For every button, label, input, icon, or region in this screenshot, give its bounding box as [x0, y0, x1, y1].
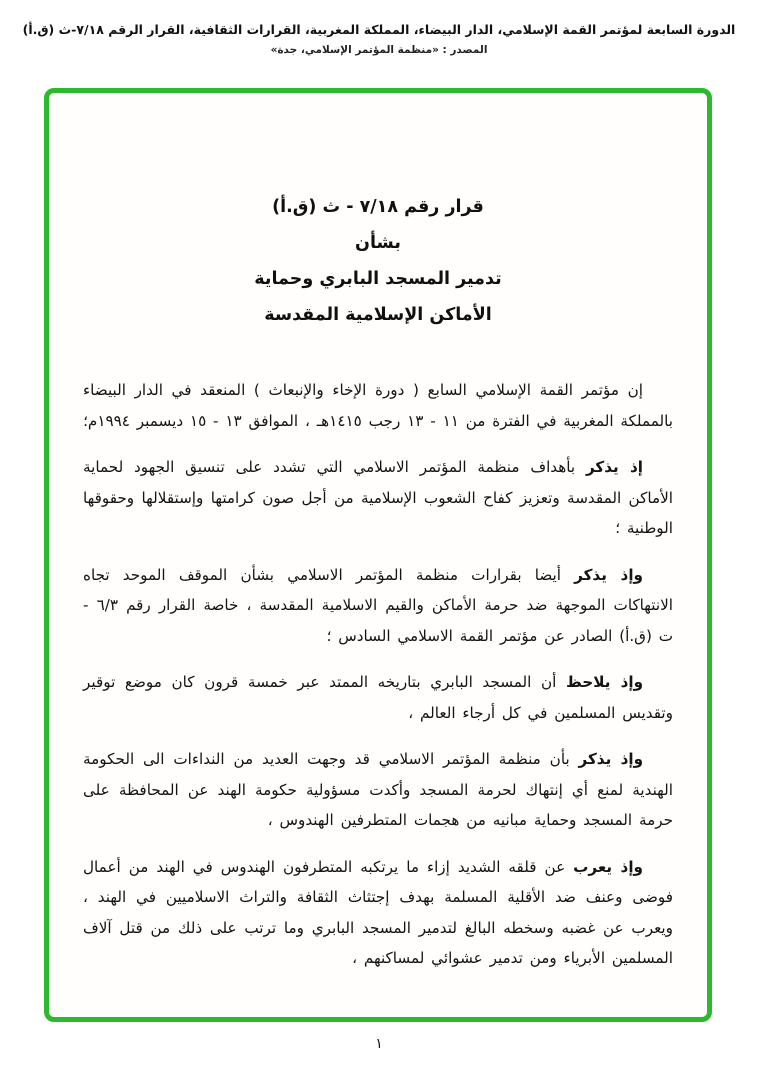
paragraph-lead: وإذ يلاحظ	[566, 673, 644, 691]
paragraph-text: بأهداف منظمة المؤتمر الاسلامي التي تشدد على تنسيق الجهود لحماية الأماكن المقدسة وتعزيز كفاح الشعوب الإسلامية من أجل صون كرامتها وإستقلالها وحقوقها الوطنية ؛	[83, 458, 673, 537]
page-number: ١	[375, 1036, 383, 1052]
resolution-regarding: بشأن	[355, 233, 401, 253]
resolution-number: قرار رقم ٧/١٨ - ث (ق.أ)	[272, 197, 484, 217]
paragraph-text: أيضا بقرارات منظمة المؤتمر الاسلامي بشأن الموقف الموحد تجاه الانتهاكات الموجهة ضد حرمة الأماكن والقيم الاسلامية المقدسة ، خاصة القرار رقم ٦/٣ - ت (ق.أ) الصادر عن مؤتمر القمة الاسلامي السادس ؛	[83, 565, 673, 645]
paragraph	[83, 560, 673, 652]
paragraph-lead: وإذ يذكر	[574, 565, 643, 584]
header-source-line: الدورة السابعة لمؤتمر القمة الإسلامي، الدار البيضاء، المملكة المغربية، القرارات الثقافية، القرار الرقم ٧/١٨-ث (ق.أ)	[22, 22, 736, 37]
paragraph-lead: وإذ يذكر	[578, 750, 644, 768]
document-frame	[44, 88, 712, 1022]
paragraph-text: بأن منظمة المؤتمر الاسلامي قد وجهت العديد من النداءات الى الحكومة الهندية لمنع أي إنتهاك لحرمة المسجد وأكدت مسؤولية حكومة الهند عن المحافظة على حرمة المسجد وحماية مبانيه من هجمات المتطرفين الهندوس ،	[83, 750, 673, 829]
paragraph	[83, 667, 673, 728]
document-header	[0, 22, 758, 56]
resolution-body	[83, 375, 673, 974]
paragraph-text: عن قلقه الشديد إزاء ما يرتكبه المتطرفون الهندوس في الهند من أعمال فوضى وعنف ضد الأقلية المسلمة بهدف إجتثاث الثقافة والتراث الاسلاميين في الهند ، ويعرب عن غضبه وسخطه البالغ لتدمير المسجد البابري وما ترتب على ذلك من قتل آلاف المسلمين الأبرياء ومن تدمير عشوائي لمساكنهم ،	[83, 857, 673, 967]
document-content	[49, 93, 707, 974]
paragraph-lead: إذ يذكر	[585, 458, 643, 476]
resolution-title	[83, 189, 673, 333]
paragraph-lead: وإذ يعرب	[573, 857, 643, 876]
paragraph	[83, 852, 673, 974]
paragraph-text: أن المسجد البابري بتاريخه الممتد عبر خمسة قرون كان موضع توقير وتقديس المسلمين في كل أرجاء العالم ،	[83, 673, 673, 722]
paragraph-text: إن مؤتمر القمة الإسلامي السابع ( دورة الإخاء والإنبعاث ) المنعقد في الدار البيضاء بالمملكة المغربية في الفترة من ١١ - ١٣ رجب ١٤١٥هـ ، الموافق ١٣ - ١٥ ديسمبر ١٩٩٤م؛	[83, 381, 673, 430]
header-source-attribution: المصدر : «منظمة المؤتمر الإسلامي، جدة»	[270, 44, 488, 56]
resolution-subject-line1: تدمير المسجد البابري وحماية	[254, 269, 502, 289]
paragraph	[83, 744, 673, 836]
resolution-subject-line2: الأماكن الإسلامية المقدسة	[264, 305, 492, 325]
paragraph	[83, 375, 673, 436]
paragraph	[83, 452, 673, 544]
